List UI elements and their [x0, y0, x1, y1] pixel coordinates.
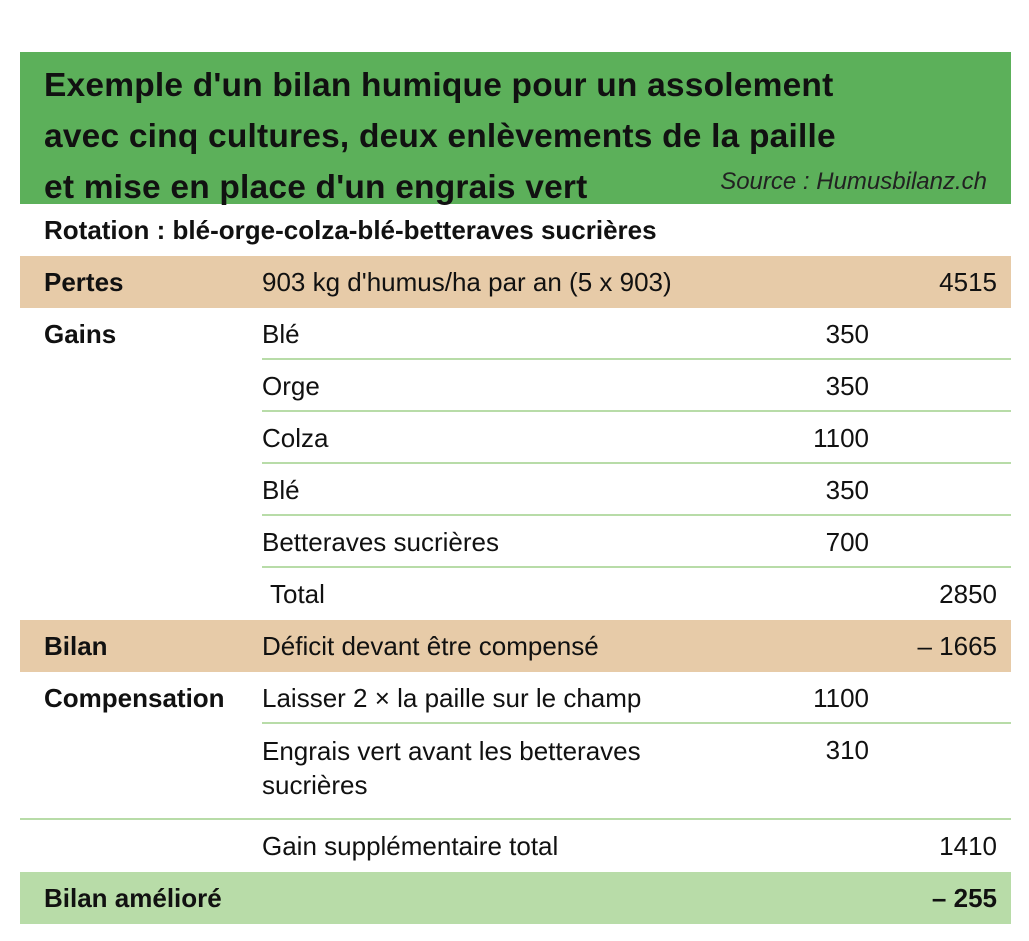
row-gains-ble-2 [20, 464, 1011, 516]
title-line-1: Exemple d'un bilan humique pour un assolement [44, 67, 834, 104]
row-total-bilan: – 1665 [917, 631, 997, 661]
row-label-bilan-ameliore: Bilan amélioré [44, 883, 222, 913]
row-desc-pertes: 903 kg d'humus/ha par an (5 x 903) [262, 267, 672, 297]
row-compensation-paille [20, 672, 1011, 724]
total-label: Total [270, 579, 325, 609]
item-desc: Betteraves sucrières [262, 527, 499, 557]
item-value: 700 [825, 527, 869, 557]
row-total-bilan-ameliore: – 255 [931, 883, 997, 913]
row-bilan [20, 620, 1011, 672]
row-gains-betteraves [20, 516, 1011, 568]
title-line-2: avec cinq cultures, deux enlèvements de la paille [44, 118, 836, 155]
row-label-gains: Gains [44, 319, 117, 349]
compensation-total: 1410 [939, 831, 997, 861]
item-value: 310 [825, 735, 869, 765]
item-desc: Blé [262, 319, 300, 349]
row-label-bilan: Bilan [44, 631, 108, 661]
item-desc: Orge [262, 371, 320, 401]
row-gains-orge [20, 360, 1011, 412]
row-total-pertes: 4515 [939, 267, 997, 297]
item-desc: Engrais vert avant les betteraves sucrières [262, 736, 641, 800]
item-desc: Colza [262, 423, 329, 453]
row-label-pertes: Pertes [44, 267, 124, 297]
total-label: Gain supplémentaire total [262, 831, 559, 861]
table-header [20, 52, 1011, 204]
row-desc-bilan: Déficit devant être compensé [262, 631, 599, 661]
row-gains-total [20, 568, 1011, 620]
humus-balance-table [20, 52, 1011, 924]
row-bilan-ameliore [20, 872, 1011, 924]
item-value: 350 [825, 319, 869, 349]
row-compensation-total [20, 820, 1011, 872]
item-value: 350 [825, 475, 869, 505]
rotation-line: Rotation : blé-orge-colza-blé-betteraves sucrières [44, 215, 657, 245]
item-desc: Laisser 2 × la paille sur le champ [262, 683, 642, 713]
item-value: 350 [825, 371, 869, 401]
row-pertes [20, 256, 1011, 308]
source-note: Source : Humusbilanz.ch [720, 168, 987, 195]
item-desc: Blé [262, 475, 300, 505]
item-value: 1100 [813, 683, 869, 713]
row-label-compensation: Compensation [44, 683, 225, 713]
row-compensation-engrais [20, 724, 1011, 820]
item-value: 1100 [813, 423, 869, 453]
row-gains-colza [20, 412, 1011, 464]
gains-total: 2850 [939, 579, 997, 609]
title-line-3: et mise en place d'un engrais vert [44, 169, 588, 206]
row-gains-ble-1 [20, 308, 1011, 360]
